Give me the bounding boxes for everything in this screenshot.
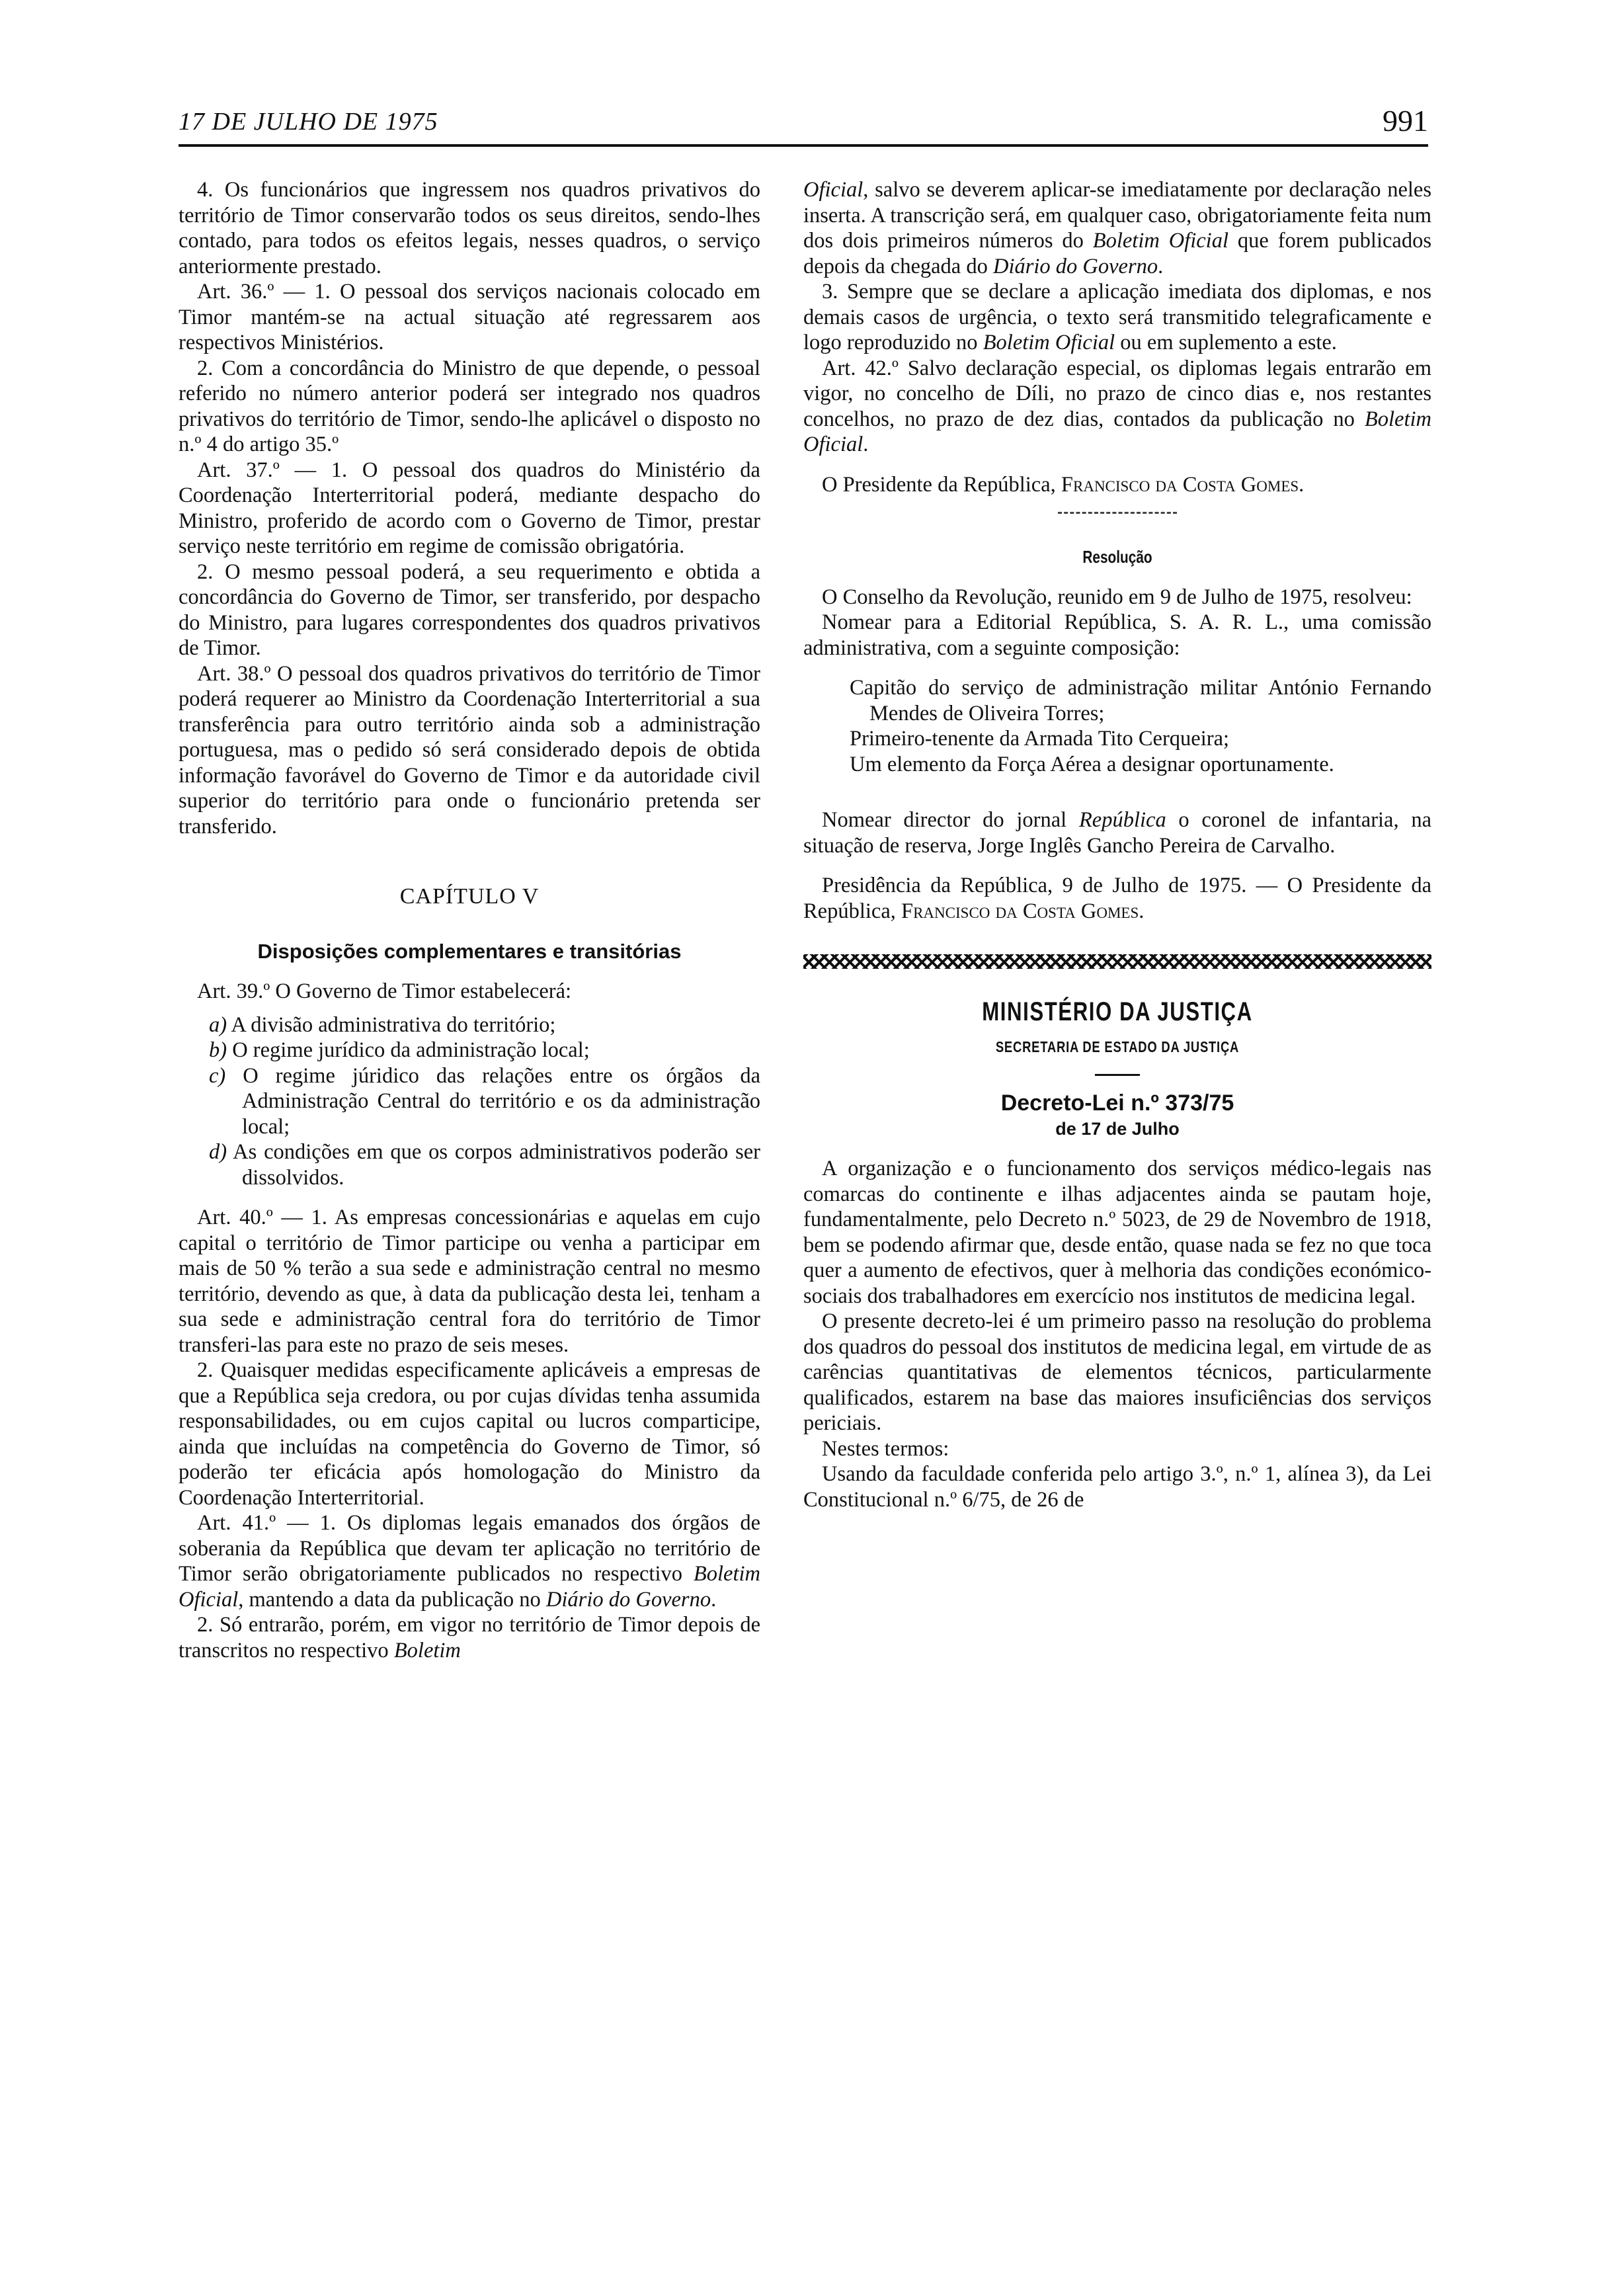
signature-president: O Presidente da República, Francisco da Costa Gomes.	[822, 472, 1305, 497]
resolution-intro: O Conselho da Revolução, reunido em 9 de Julho de 1975, resolveu:	[822, 585, 1412, 609]
decree-title: Decreto-Lei n.º 373/75	[1000, 1090, 1234, 1116]
chapter-title: CAPÍTULO V	[399, 884, 540, 909]
ministry-title: MINISTÉRIO DA JUSTIÇA	[982, 997, 1253, 1026]
article-38: Art. 38.º O pessoal dos quadros privativos do território de Timor poderá requerer ao Ministro da Coordenação Interterritorial a sua transferência para outro território ainda sob a administração portuguesa, mas o pedido só será considerado depois de obtida informação favorável do Governo de Timor e da autoridade civil superior do território para onde o funcionário pretenda ser transferido.	[179, 661, 760, 839]
page-header	[179, 106, 1428, 145]
list-item: c) O regime júridico das relações entre os órgãos da Administração Central do território e os da administração local;	[209, 1063, 761, 1139]
article-40-2: 2. Quaisquer medidas especificamente aplicáveis a empresas de que a República seja credora, ou por cujas dívidas tenha assumida responsabilidades, ou em cujos capital ou lucros comparticipe, ainda que incluídas na competência do Governo de Timor, só poderão ter eficácia após homologação do Ministro da Coordenação Interterritorial.	[179, 1358, 760, 1510]
page-number: 991	[1383, 104, 1428, 138]
secretaria-title: SECRETARIA DE ESTADO DA JUSTIÇA	[995, 1038, 1240, 1055]
resolution-title: Resolução	[1082, 547, 1152, 567]
decree-date: de 17 de Julho	[1055, 1118, 1180, 1139]
nominee-list	[803, 675, 1431, 777]
right-column	[803, 177, 1431, 1512]
article-41-2: 2. Só entrarão, porém, em vigor no território de Timor depois de transcritos no respectivo Boletim	[179, 1613, 760, 1662]
decree-paragraph: A organização e o funcionamento dos serviços médico-legais nas comarcas do continente e ilhas adjacentes ainda se pautam hoje, fundamentalmente, pelo Decreto n.º 5023, de 29 de Novembro de 1918, bem se podendo afirmar que, desde então, quase nada se fez no que toca quer a aumento de efectivos, quer à melhoria das condições económico-sociais dos trabalhadores em exercício nos institutos de medicina legal.	[803, 1157, 1431, 1308]
article-37-2: 2. O mesmo pessoal poderá, a seu requerimento e obtida a concordância do Governo de Timor, ser transferido, por despacho do Ministro, para lugares correspondentes dos quadros privativos de Timor.	[179, 559, 760, 660]
article-40-1: Art. 40.º — 1. As empresas concessionárias e aquelas em cujo capital o território de Timor participe ou venha a participar em mais de 50 % terão a sua sede e administração central no mesmo território, devendo as que, à data da publicação desta lei, tenham a sua sede e administração central fora do território de Timor transferi-las para este no prazo de seis meses.	[179, 1206, 760, 1357]
chapter-subtitle: Disposições complementares e transitórias	[257, 939, 682, 963]
list-item: Capitão do serviço de administração militar António Fernando Mendes de Oliveira Torres;	[850, 676, 1431, 725]
list-item: a) A divisão administrativa do território;	[209, 1012, 556, 1037]
article-36-1: Art. 36.º — 1. O pessoal dos serviços nacionais colocado em Timor mantém-se na actual situação até regressarem aos respectivos Ministérios.	[179, 280, 760, 354]
article-39-intro: Art. 39.º O Governo de Timor estabelecerá:	[197, 979, 572, 1003]
article-41-3: 3. Sempre que se declare a aplicação imediata dos diplomas, e nos demais casos de urgência, o texto será transmitido telegraficamente e logo reproduzido no Boletim Oficial ou em suplemento a este.	[803, 280, 1431, 354]
left-column	[179, 177, 760, 1663]
header-date: 17 DE JULHO DE 1975	[179, 108, 438, 136]
article-39-list	[179, 1012, 760, 1191]
article-36-2: 2. Com a concordância do Ministro de que depende, o pessoal referido no número anterior poderá ser integrado nos quadros privativos do território de Timor, sendo-lhe aplicável o disposto no n.º 4 do artigo 35.º	[179, 356, 760, 456]
article-42: Art. 42.º Salvo declaração especial, os diplomas legais entrarão em vigor, no concelho de Díli, no prazo de cinco dias e, nos restantes concelhos, no prazo de dez dias, contados da publicação no Boletim Oficial.	[803, 356, 1431, 456]
ornamental-divider	[803, 954, 1431, 969]
article-41-1: Art. 41.º — 1. Os diplomas legais emanados dos órgãos de soberania da República que devam ter aplicação no território de Timor serão obrigatoriamente publicados no respectivo Boletim Oficial, mantendo a data da publicação no Diário do Governo.	[179, 1511, 760, 1612]
resolution-nomination: Nomear para a Editorial República, S. A. R. L., uma comissão administrativa, com a seguinte composição:	[803, 610, 1431, 660]
list-item: d) As condições em que os corpos administrativos poderão ser dissolvidos.	[209, 1140, 760, 1190]
list-item: Primeiro-tenente da Armada Tito Cerqueira;	[850, 727, 1230, 751]
decree-paragraph: O presente decreto-lei é um primeiro passo na resolução do problema dos quadros do pessoal dos institutos de medicina legal, em virtude de as carências quantitativas de elementos técnicos, particularmente qualificados, estarem na base das maiores insuficiências dos serviços periciais.	[803, 1309, 1431, 1435]
resolution-director: Nomear director do jornal República o coronel de infantaria, na situação de reserva, Jorge Inglês Gancho Pereira de Carvalho.	[803, 808, 1432, 858]
header-rule	[179, 144, 1428, 147]
decree-paragraph: Nestes termos:	[822, 1436, 949, 1461]
article-41-continued: Oficial, salvo se deverem aplicar-se imediatamente por declaração neles inserta. A transcrição será, em qualquer caso, obrigatoriamente feita num dos dois primeiros números do Boletim Oficial que forem publicados depois da chegada do Diário do Governo.	[803, 178, 1431, 278]
article-37-1: Art. 37.º — 1. O pessoal dos quadros do Ministério da Coordenação Interterritorial poderá, mediante despacho do Ministro, proferido de acordo com o Governo de Timor, prestar serviço neste território em regime de comissão obrigatória.	[179, 458, 760, 558]
signature-presidency: Presidência da República, 9 de Julho de 1975. — O Presidente da República, Francisco da Costa Gomes.	[803, 874, 1431, 923]
list-item: Um elemento da Força Aérea a designar oportunamente.	[850, 752, 1334, 776]
paragraph: 4. Os funcionários que ingressem nos quadros privativos do território de Timor conservarão todos os seus direitos, sendo-lhes contado, para todos os efeitos legais, nesses quadros, o serviço anteriormente prestado.	[179, 178, 760, 278]
list-item: b) O regime jurídico da administração local;	[209, 1038, 590, 1062]
decree-paragraph: Usando da faculdade conferida pelo artigo 3.º, n.º 1, alínea 3), da Lei Constitucional n.º 6/75, de 26 de	[803, 1462, 1431, 1512]
